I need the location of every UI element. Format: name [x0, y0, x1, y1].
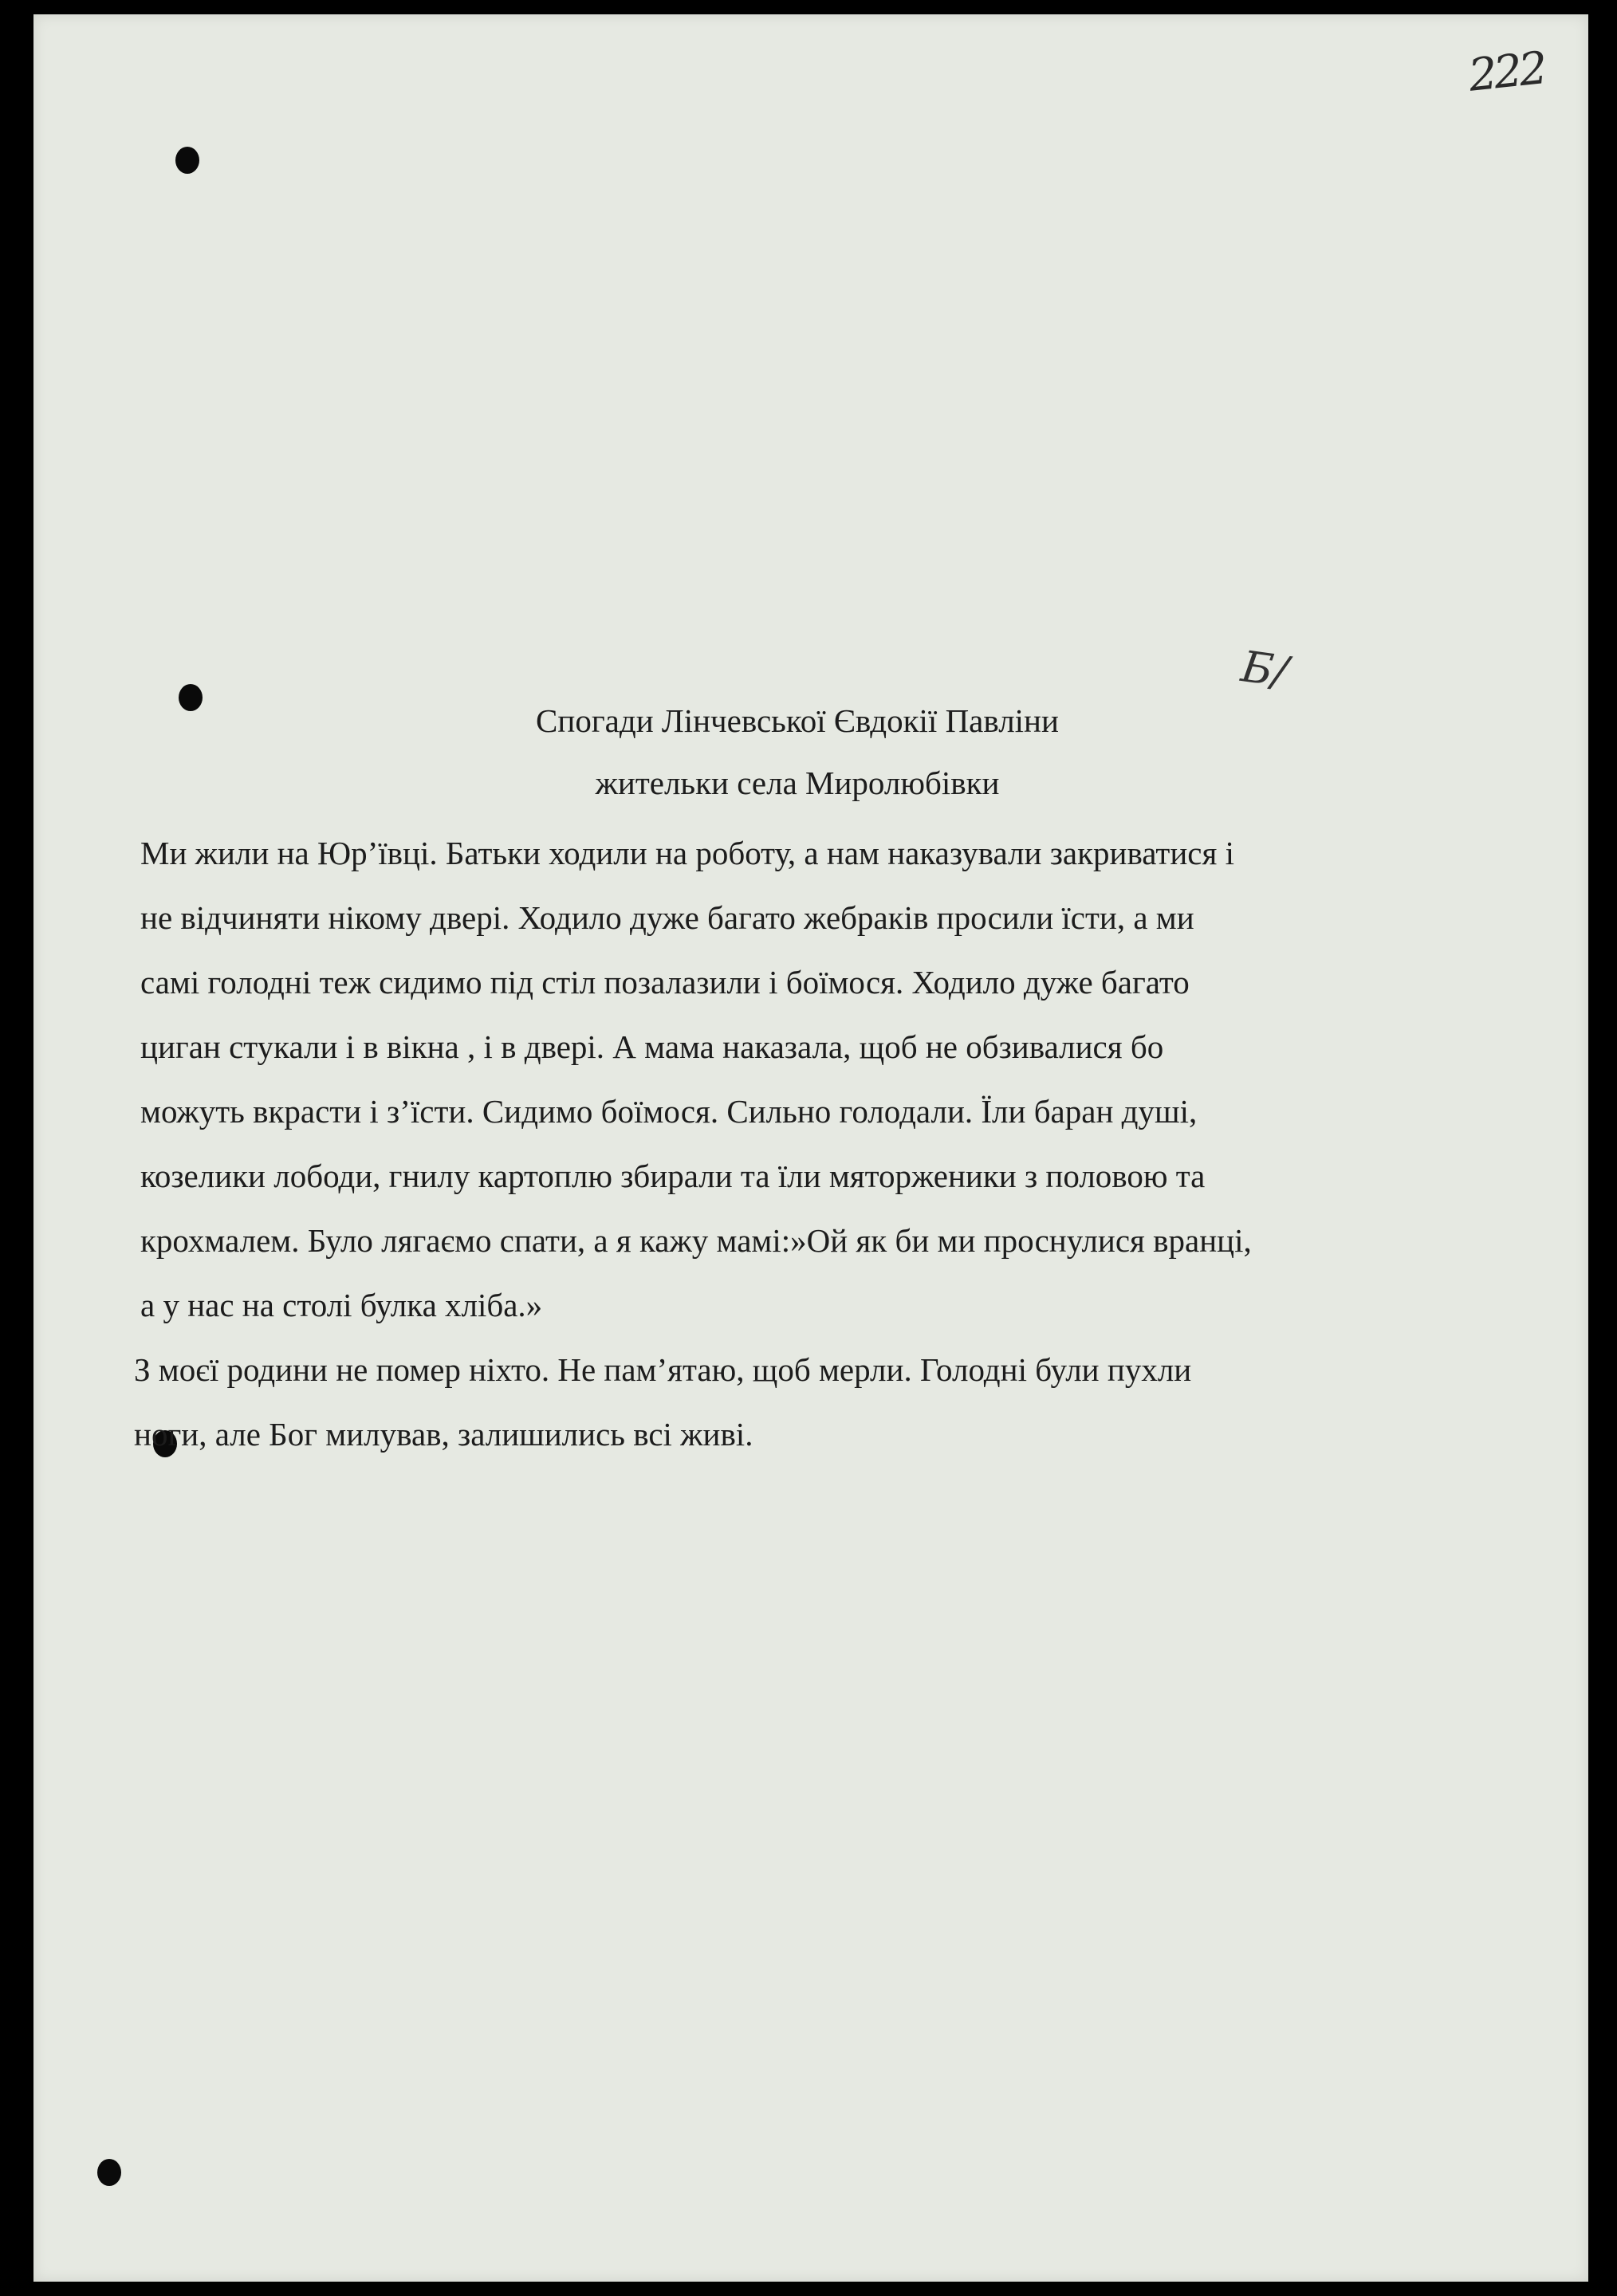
punch-hole-top	[175, 147, 199, 174]
handwritten-page-number: 222	[1466, 42, 1548, 102]
body-line: циган стукали і в вікна , і в двері. А мама наказала, щоб не обзивалися бо	[140, 1028, 1164, 1065]
document-subtitle: жительки села Миролюбівки	[595, 765, 1000, 801]
body-line: крохмалем. Було лягаємо спати, а я кажу мамі:»Ой як би ми проснулися вранці,	[140, 1222, 1252, 1259]
punch-hole-bottom	[97, 2159, 121, 2186]
body-line: козелики лободи, гнилу картоплю збирали та їли мяторженики з половою та	[140, 1158, 1206, 1194]
handwritten-margin-mark: Б/	[1237, 641, 1291, 698]
body-line: самі голодні теж сидимо під стіл позалазили і боїмося. Ходило дуже багато	[140, 964, 1190, 1001]
body-line: Ми жили на Юр’ївці. Батьки ходили на роботу, а нам наказували закриватися і	[140, 835, 1234, 871]
document-title: Спогади Лінчевської Євдокії Павліни	[536, 702, 1059, 739]
body-line: а у нас на столі булка хліба.»	[140, 1287, 543, 1323]
memoir-body	[134, 821, 1528, 1467]
body-line: З моєї родини не помер ніхто. Не пам’ятаю, щоб мерли. Голодні були пухли	[134, 1351, 1192, 1388]
body-line: не відчиняти нікому двері. Ходило дуже багато жебраків просили їсти, а ми	[140, 899, 1194, 936]
body-line: ноги, але Бог милував, залишились всі живі.	[134, 1416, 753, 1453]
body-line: можуть вкрасти і з’їсти. Сидимо боїмося. Сильно голодали. Їли баран душі,	[140, 1093, 1198, 1130]
